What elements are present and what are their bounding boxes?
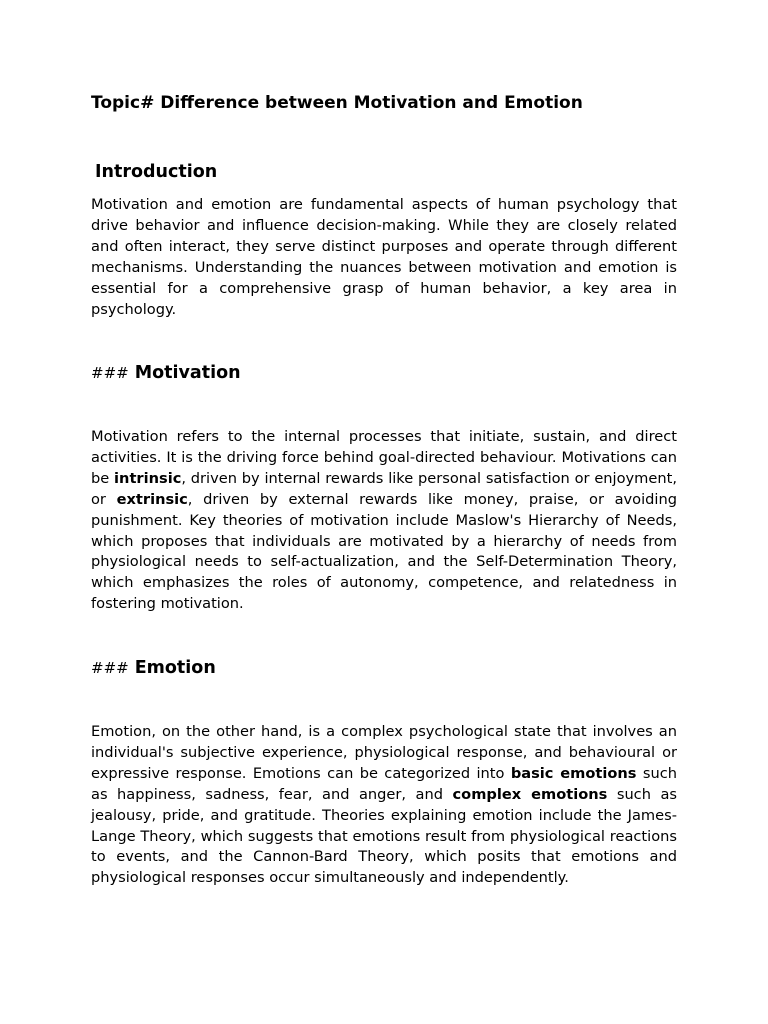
emotion-text-1: Emotion, on the other hand, is a complex psychological state that involves an individual's subjective experience, physiological response, and behavioural or expressive response. Emotions can be categorized into — [91, 723, 677, 782]
motivation-text-3: , driven by external rewards like money, praise, or avoiding punishment. Key theories of motivation include Maslow's Hierarchy of Needs, which proposes that individuals are motivated by a hierarchy of needs from physiological needs to self-actualization, and the Self-Determination Theory, which emphasizes the roles of autonomy, competence, and relatedness in fostering motivation. — [91, 490, 677, 613]
emotion-bold-basic: basic emotions — [510, 764, 637, 782]
emotion-text-3: such as jealousy, pride, and gratitude. Theories explaining emotion include the James-Lange Theory, which suggests that emotions result from physiological reactions to events, and the Cannon-Bard Theory, which posits that emotions and physiological responses occur simultaneously and independently. — [91, 785, 678, 887]
motivation-bold-intrinsic: intrinsic — [114, 469, 182, 487]
motivation-heading-hash: ### — [91, 364, 129, 382]
document-title: Topic# Difference between Motivation and Emotion — [91, 93, 583, 113]
motivation-text-2: , driven by internal rewards like personal satisfaction or enjoyment, or — [91, 469, 677, 508]
motivation-text-1: Motivation refers to the internal processes that initiate, sustain, and direct activities. It is the driving force behind goal-directed behaviour. Motivations can be — [91, 428, 677, 487]
emotion-heading — [91, 657, 677, 679]
motivation-heading-text: Motivation — [134, 363, 241, 383]
motivation-bold-extrinsic: extrinsic — [116, 490, 188, 508]
emotion-paragraph — [91, 722, 677, 889]
emotion-text-2: such as happiness, sadness, fear, and anger, and — [91, 764, 677, 803]
motivation-paragraph — [91, 427, 677, 615]
emotion-heading-text: Emotion — [134, 658, 216, 678]
emotion-bold-complex: complex emotions — [452, 785, 608, 803]
emotion-heading-hash: ### — [91, 659, 129, 677]
introduction-heading: Introduction — [95, 162, 218, 182]
introduction-paragraph: Motivation and emotion are fundamental aspects of human psychology that drive behavior and influence decision-making. While they are closely related and often interact, they serve distinct purposes and operate through different mechanisms. Understanding the nuances between motivation and emotion is essential for a comprehensive grasp of human behavior, a key area in psychology. — [91, 196, 677, 318]
motivation-heading — [91, 362, 677, 384]
